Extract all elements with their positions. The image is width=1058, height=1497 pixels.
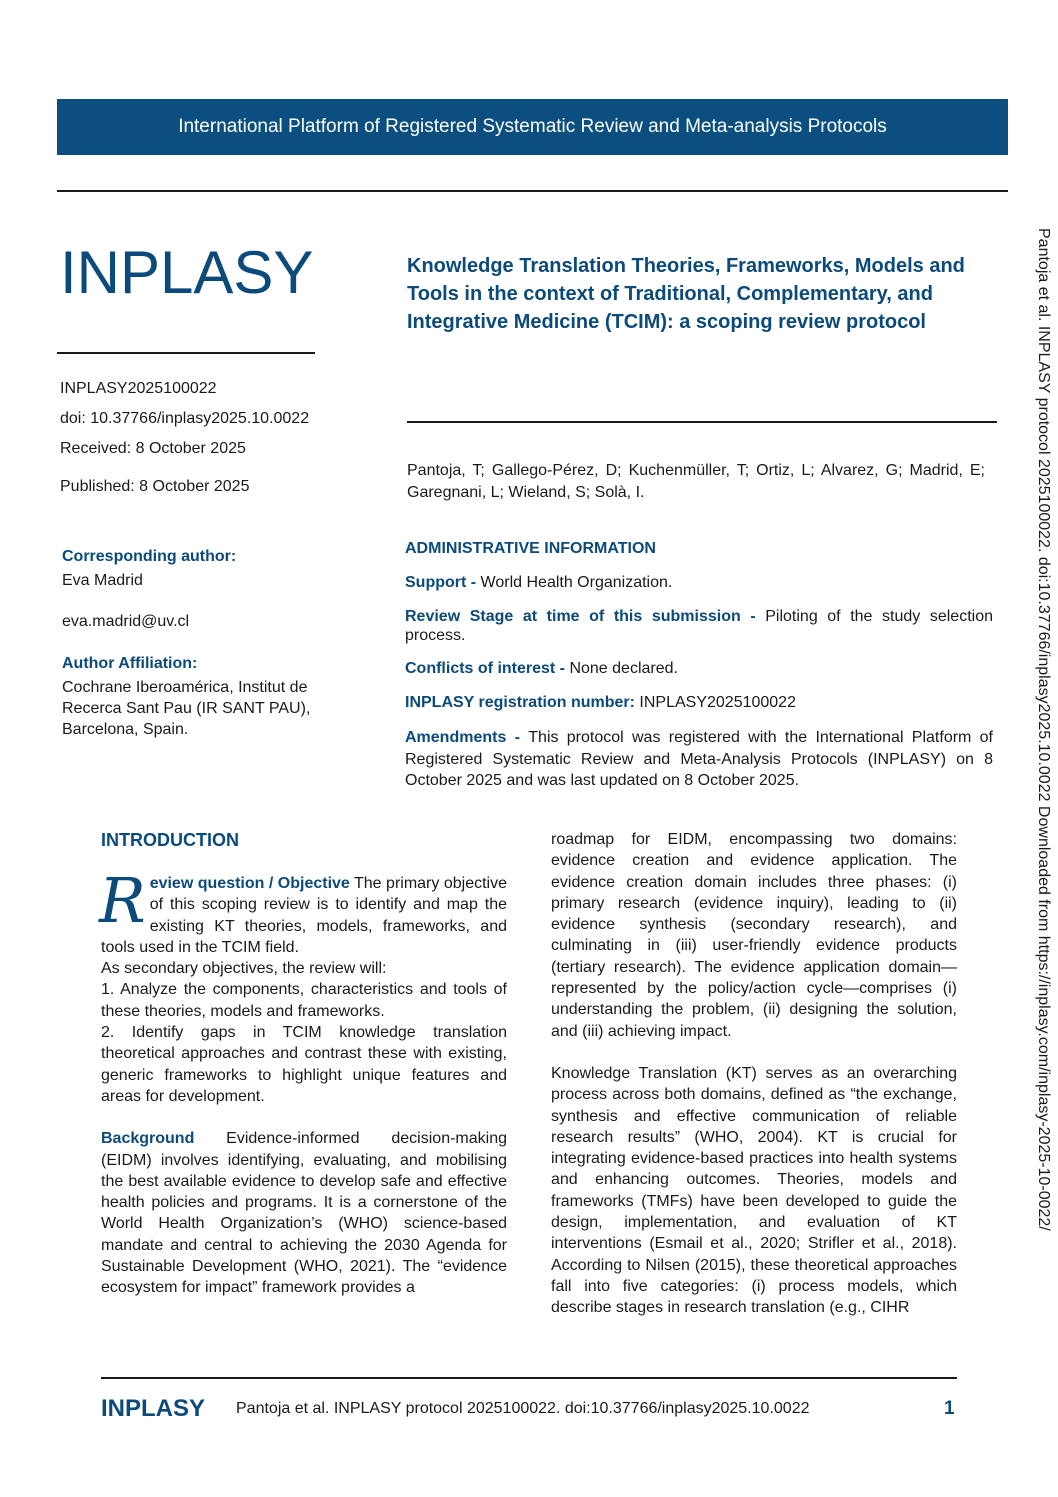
logo-rule — [57, 352, 315, 354]
support-label: Support - — [405, 574, 481, 591]
conflicts-value: None declared. — [569, 660, 678, 677]
banner-text: International Platform of Registered Systematic Review and Meta-analysis Protocols — [178, 116, 887, 137]
amendments-value: This protocol was registered with the International Platform of Registered Systematic Review and Meta-Analysis Protocols (INPLASY) on 8 October 2025 and was last updated on 8 October 2025. — [405, 729, 993, 789]
affiliation-line: Recerca Sant Pau (IR SANT PAU), — [62, 700, 311, 717]
right-column — [551, 829, 957, 1319]
admin-review-stage — [405, 607, 993, 645]
received-date: Received: 8 October 2025 — [60, 440, 246, 457]
stage-label: Review Stage at time of this submission - — [405, 608, 766, 625]
affiliation-line: Cochrane Iberoamérica, Institut de — [62, 679, 308, 696]
side-citation: Pantoja et al. INPLASY protocol 2025100022. doi:10.37766/inplasy2025.10.0022 Downloaded from https://inplasy.com/inplasy-2025-10-0022/ — [1035, 228, 1052, 1231]
footer-citation: Pantoja et al. INPLASY protocol 2025100022. doi:10.37766/inplasy2025.10.0022 — [236, 1400, 810, 1417]
introduction-heading: INTRODUCTION — [101, 830, 239, 850]
author-list: Pantoja, T; Gallego-Pérez, D; Kuchenmüller, T; Ortiz, L; Alvarez, G; Madrid, E; Garegnani, L; Wieland, S; Solà, I. — [407, 462, 985, 501]
amendments-label: Amendments - — [405, 729, 529, 746]
admin-conflicts — [405, 659, 993, 678]
stage-value: Piloting of the study selection process. — [405, 608, 993, 644]
left-column — [99, 864, 507, 1299]
footer-rule — [101, 1377, 957, 1379]
objective-item-2: 2. Identify gaps in TCIM knowledge translation theoretical approaches and contrast these with existing, generic frameworks to highlight unique features and areas for development. — [101, 1024, 507, 1105]
affiliation-heading: Author Affiliation: — [62, 655, 198, 672]
review-question-label: eview question / Objective — [149, 875, 350, 892]
registration-value: INPLASY2025100022 — [639, 694, 796, 711]
admin-amendments — [405, 727, 993, 792]
background-paragraph — [101, 1128, 507, 1298]
inplasy-logo: INPLASY — [60, 239, 314, 306]
review-question-text: The primary objective of this scoping review is to identify and map the existing KT theories, models, frameworks, and tools used in the TCIM field. — [101, 875, 507, 956]
knowledge-translation-paragraph: Knowledge Translation (KT) serves as an overarching process across both domains, defined as “the exchange, synthesis and effective communication of reliable research results” (WHO, 2004). KT is crucial for integrating evidence-based practices into health systems and enhancing outcomes. Theories, models and frameworks (TMFs) have been developed to guide the design, implementation, and evaluation of KT interventions (Esmail et al., 2020; Strifler et al., 2018). According to Nilsen (2015), these theoretical approaches fall into five categories: (i) process models, which describe stages in research translation (e.g., CIHR — [551, 1064, 957, 1317]
support-value: World Health Organization. — [480, 574, 673, 591]
corresponding-author-name: Eva Madrid — [62, 572, 143, 589]
review-question-paragraph — [99, 864, 507, 958]
background-label: Background — [101, 1130, 195, 1148]
header-rule — [57, 190, 1008, 192]
registration-label: INPLASY registration number: — [405, 694, 640, 711]
admin-registration — [405, 693, 993, 712]
corresponding-author-heading: Corresponding author: — [62, 548, 237, 565]
drop-cap: R — [99, 864, 146, 937]
footer-logo: INPLASY — [101, 1395, 206, 1422]
objective-item-1: 1. Analyze the components, characteristics and tools of these theories, models and frameworks. — [101, 981, 507, 1020]
affiliation-line: Barcelona, Spain. — [62, 721, 189, 738]
secondary-objectives-intro: As secondary objectives, the review will: — [101, 960, 387, 978]
page-number: 1 — [944, 1398, 955, 1419]
published-date: Published: 8 October 2025 — [60, 478, 250, 495]
platform-banner — [57, 99, 1008, 155]
admin-support — [405, 573, 993, 592]
admin-heading: ADMINISTRATIVE INFORMATION — [405, 540, 656, 557]
corresponding-author-email[interactable]: eva.madrid@uv.cl — [62, 613, 190, 630]
evidence-ecosystem-paragraph: roadmap for EIDM, encompassing two domains: evidence creation and evidence application. The evidence creation domain includes three phases: (i) primary research (evidence inquiry), leading to (ii) evidence synthesis (secondary research), and culminating in (iii) user-friendly evidence products (tertiary research). The evidence application domain—represented by the policy/action cycle—comprises (i) understanding the problem, (ii) designing the solution, and (iii) achieving impact. — [551, 831, 957, 1040]
paper-title: Knowledge Translation Theories, Frameworks, Models and Tools in the context of Traditional, Complementary, and Integrative Medicine (TCIM): a scoping review protocol — [407, 255, 965, 333]
title-rule — [407, 421, 997, 423]
conflicts-label: Conflicts of interest - — [405, 660, 570, 677]
registration-id: INPLASY2025100022 — [60, 380, 217, 397]
background-text: Evidence-informed decision-making (EIDM) involves identifying, evaluating, and mobilising the best available evidence to develop safe and effective health policies and programs. It is a cornerstone of the World Health Organization’s (WHO) science-based mandate and central to achieving the 2030 Agenda for Sustainable Development (WHO, 2021). The “evidence ecosystem for impact” framework provides a — [101, 1130, 507, 1297]
doi-line: doi: 10.37766/inplasy2025.10.0022 — [60, 410, 310, 427]
